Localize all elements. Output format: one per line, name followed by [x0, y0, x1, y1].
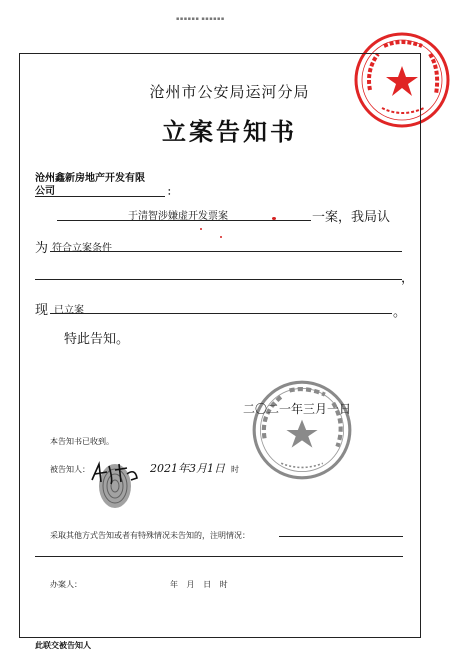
recipient-name — [35, 172, 175, 198]
top-note: ▪▪▪▪▪▪ ▪▪▪▪▪▪ — [176, 16, 225, 22]
other-method-underline — [279, 536, 403, 537]
document-title: 立案告知书 — [162, 117, 297, 146]
xian-value: 已立案 — [54, 305, 84, 316]
blank-underline — [35, 279, 402, 280]
issue-date: 二〇二一年三月一日 — [243, 402, 352, 416]
red-mark — [272, 217, 276, 220]
wei-prefix: 为 — [35, 241, 49, 256]
time-label: 时 — [231, 465, 239, 474]
xian-prefix: 现 — [35, 303, 49, 318]
handler-date-fields: 年 月 日 时 — [170, 580, 228, 589]
period: 。 — [393, 305, 407, 320]
recipient-underline — [35, 196, 165, 197]
closing-text: 特此告知。 — [64, 332, 130, 347]
case-suffix: 一案，我局认 — [312, 210, 391, 225]
agency-name: 沧州市公安局运河分局 — [149, 83, 310, 101]
grey-seal-icon — [250, 378, 354, 482]
red-mark — [200, 228, 202, 230]
handler-label: 办案人： — [50, 580, 82, 589]
case-name: 于清智涉嫌虚开发票案 — [128, 211, 228, 222]
recipient-name-line2: 公司 — [35, 186, 55, 197]
recipient-name-line1: 沧州鑫新房地产开发有限 — [35, 173, 145, 184]
red-mark — [220, 236, 222, 238]
case-underline — [57, 220, 311, 221]
comma: ， — [401, 271, 415, 286]
signature-icon — [87, 458, 142, 488]
copy-note: 此联交被告知人 — [35, 640, 91, 650]
other-method-underline-2 — [35, 556, 403, 557]
signed-date: 2021年3月1日 — [150, 462, 225, 475]
recipient-colon: ： — [167, 187, 177, 198]
wei-value: 符合立案条件 — [52, 243, 112, 254]
notified-label: 被告知人： — [50, 465, 90, 474]
wei-underline — [50, 251, 402, 252]
received-text: 本告知书已收到。 — [50, 437, 114, 446]
other-method-label: 采取其他方式告知或者有特殊情况未告知的，注明情况： — [50, 531, 250, 540]
xian-underline — [50, 313, 392, 314]
